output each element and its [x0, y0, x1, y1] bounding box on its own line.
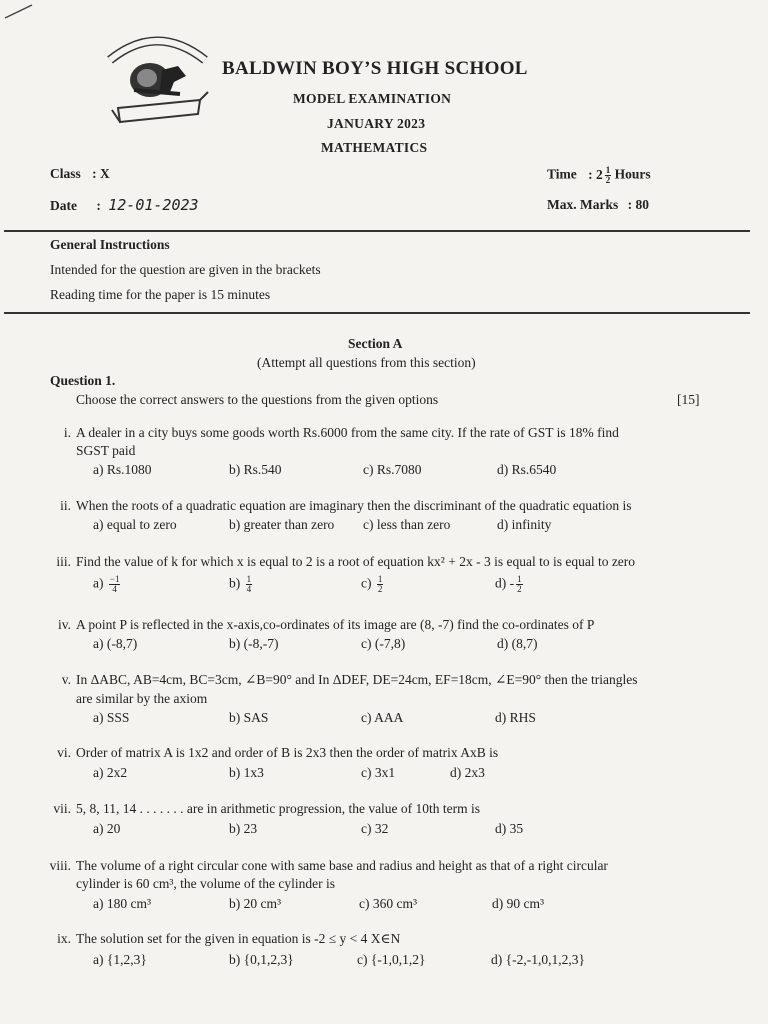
- instruction-line-1: Intended for the question are given in the brackets: [50, 262, 321, 277]
- question-text-continued: are similar by the axiom: [76, 691, 208, 706]
- question-number: iii.: [56, 554, 71, 569]
- answer-option: d) 35: [495, 821, 524, 836]
- answer-option: a) 180 cm³: [93, 896, 152, 911]
- answer-option: [495, 575, 523, 594]
- marks-label: Max. Marks: [547, 197, 619, 212]
- answer-option: d) Rs.6540: [497, 462, 557, 477]
- school-crest-logo: [100, 30, 215, 130]
- date-label-text: Date: [50, 198, 77, 213]
- question-number: viii.: [49, 858, 71, 873]
- answer-option: a) SSS: [93, 710, 130, 725]
- time-label: Time: [547, 166, 577, 182]
- option-label: a): [93, 575, 104, 591]
- answer-option: b) Rs.540: [229, 462, 282, 477]
- question-text-continued: cylinder is 60 cm³, the volume of the cylinder is: [76, 876, 335, 891]
- time-fraction: $\frac{1}{2}$: [605, 165, 611, 185]
- question-label: Question 1.: [50, 373, 116, 388]
- date-value: 12-01-2023: [108, 196, 199, 214]
- answer-option: b) 20 cm³: [229, 896, 282, 911]
- question-text: The solution set for the given in equation is -2 ≤ y < 4 X∈N: [76, 931, 401, 946]
- answer-option: [229, 575, 252, 594]
- answer-option: c) less than zero: [363, 517, 451, 532]
- answer-option: [93, 575, 120, 594]
- marks-value: : 80: [627, 197, 649, 212]
- section-title: Section A: [348, 336, 403, 351]
- question-text: In ΔABC, AB=4cm, BC=3cm, ∠B=90° and In ΔDEF, DE=24cm, EF=18cm, ∠E=90° then the triangles: [76, 672, 638, 687]
- option-label: b): [229, 575, 241, 591]
- question-number: vii.: [53, 801, 71, 816]
- option-label: c): [361, 575, 372, 591]
- question-number: ii.: [60, 498, 71, 513]
- answer-option: c) (-7,8): [361, 636, 406, 651]
- answer-option: a) {1,2,3}: [93, 952, 147, 967]
- answer-option: c) Rs.7080: [363, 462, 422, 477]
- question-number: iv.: [58, 617, 71, 632]
- answer-option: d) infinity: [497, 517, 552, 532]
- question-text: The volume of a right circular cone with same base and radius and height as that of a right circular: [76, 858, 608, 873]
- question-text: Find the value of k for which x is equal to 2 is a root of equation kx² + 2x - 3 is equal to is equal to zero: [76, 554, 636, 569]
- answer-option: d) {-2,-1,0,1,2,3}: [491, 952, 585, 967]
- question-number: ix.: [57, 931, 71, 946]
- divider-top: [4, 230, 750, 232]
- time-prefix: : 2: [588, 166, 603, 182]
- answer-option: b) 23: [229, 821, 258, 836]
- exam-subject: MATHEMATICS: [321, 140, 428, 155]
- exam-month: JANUARY 2023: [327, 116, 426, 131]
- max-marks: [547, 197, 649, 213]
- answer-option: c) 360 cm³: [359, 896, 418, 911]
- answer-option: b) (-8,-7): [229, 636, 279, 651]
- answer-option: c) AAA: [361, 710, 404, 725]
- option-fraction: $\frac{1}{4}$: [246, 574, 252, 594]
- answer-option: [361, 575, 383, 594]
- option-label: d): [495, 575, 507, 591]
- answer-option: d) 2x3: [450, 765, 485, 780]
- option-fraction: $\frac{1}{2}$: [517, 574, 522, 594]
- question-number: i.: [63, 425, 71, 440]
- question-prompt: Choose the correct answers to the questions from the given options: [76, 392, 439, 407]
- section-subtitle: (Attempt all questions from this section): [257, 355, 476, 370]
- answer-option: d) 90 cm³: [492, 896, 545, 911]
- instructions-heading: General Instructions: [50, 237, 170, 252]
- answer-option: d) RHS: [495, 710, 536, 725]
- answer-option: a) Rs.1080: [93, 462, 152, 477]
- divider-bottom: [4, 312, 750, 314]
- question-number: v.: [61, 672, 71, 687]
- option-fraction: $\frac{1}{2}$: [377, 574, 383, 594]
- class-value: : X: [92, 166, 110, 181]
- time-unit: Hours: [614, 166, 651, 182]
- question-text-continued: SGST paid: [76, 443, 136, 458]
- answer-option: a) equal to zero: [93, 517, 177, 532]
- answer-option: c) 32: [361, 821, 389, 836]
- exam-title: MODEL EXAMINATION: [293, 91, 452, 106]
- answer-option: b) {0,1,2,3}: [229, 952, 294, 967]
- answer-option: a) 20: [93, 821, 121, 836]
- school-name: BALDWIN BOY’S HIGH SCHOOL: [222, 58, 528, 79]
- date-label: Date : 12-01-2023: [50, 196, 199, 214]
- question-text: 5, 8, 11, 14 . . . . . . . are in arithmetic progression, the value of 10th term is: [76, 801, 481, 816]
- answer-option: d) (8,7): [497, 636, 538, 651]
- answer-option: b) 1x3: [229, 765, 264, 780]
- answer-option: a) (-8,7): [93, 636, 138, 651]
- question-text: A dealer in a city buys some goods worth Rs.6000 from the same city. If the rate of GST is 18% find: [76, 425, 619, 440]
- class-label: [50, 166, 110, 182]
- answer-option: a) 2x2: [93, 765, 128, 780]
- question-number: vi.: [57, 745, 71, 760]
- question-text: Order of matrix A is 1x2 and order of B is 2x3 then the order of matrix AxB is: [76, 745, 499, 760]
- time-allowed: [547, 166, 651, 185]
- answer-option: b) greater than zero: [229, 517, 335, 532]
- question-text: A point P is reflected in the x-axis,co-ordinates of its image are (8, -7) find the co-ordinates of P: [76, 617, 595, 632]
- answer-option: c) {-1,0,1,2}: [357, 952, 426, 967]
- answer-option: c) 3x1: [361, 765, 396, 780]
- question-marks: [15]: [677, 392, 700, 407]
- question-text: When the roots of a quadratic equation are imaginary then the discriminant of the quadratic equation is: [76, 498, 632, 513]
- option-sign: -: [509, 575, 515, 591]
- answer-option: b) SAS: [229, 710, 269, 725]
- class-label-text: Class: [50, 166, 81, 181]
- option-fraction: $\frac{-1}{4}$: [109, 574, 120, 594]
- instruction-line-2: Reading time for the paper is 15 minutes: [50, 287, 271, 302]
- pen-mark: [4, 2, 34, 20]
